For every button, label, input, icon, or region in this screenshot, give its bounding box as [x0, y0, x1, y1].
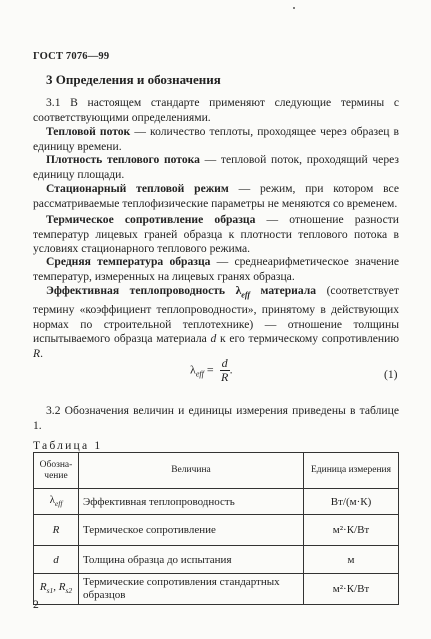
- cell-unit: м²·К/Вт: [304, 574, 399, 605]
- cell-quantity: Термические сопротивления стандартных образцов: [79, 574, 304, 605]
- symbol-R: R: [33, 346, 41, 360]
- formula-lambda: λ: [190, 362, 196, 377]
- formula-numerator: d: [221, 356, 228, 370]
- cell-quantity: Эффективная теплопроводность: [79, 489, 304, 515]
- definition-text: к его термическому сопротивлению: [216, 332, 399, 346]
- header-quantity: Величина: [79, 453, 304, 489]
- cell-quantity: Термическое сопротивление: [79, 515, 304, 546]
- definition-mean-temperature: [33, 255, 399, 284]
- symbol-subscript: s1: [46, 586, 54, 596]
- definition-text: (соответствует термину «коэффициент теплопроводности», принятому в действующих нормах по строительной теплотехнике) — отношение толщины испытываемого образца материала: [33, 284, 399, 346]
- cell-unit: м²·К/Вт: [304, 515, 399, 546]
- paragraph-text: 3.2 Обозначения величин и единицы измерения приведены в таблице 1.: [33, 404, 399, 432]
- formula-number: (1): [384, 368, 398, 381]
- cell-symbol: [34, 489, 79, 515]
- table-row: [34, 515, 399, 546]
- symbol-second: R: [58, 580, 66, 593]
- paragraph-text: 3.1 В настоящем стандарте применяют следующие термины с соответствующими определениями.: [33, 96, 399, 124]
- definition-term: Термическое сопротивление образца: [46, 213, 256, 226]
- section-title: 3 Определения и обозначения: [46, 72, 221, 87]
- definition-thermal-resistance: [33, 213, 399, 257]
- symbol-main: R: [39, 580, 47, 593]
- document-header: ГОСТ 7076—99: [33, 51, 110, 62]
- lambda-symbol: λ: [235, 284, 242, 297]
- symbol-separator: ,: [53, 580, 59, 593]
- cell-symbol: [34, 515, 79, 546]
- term-part: материала: [250, 284, 317, 297]
- cell-quantity: Толщина образца до испытания: [79, 546, 304, 574]
- definition-term: Тепловой поток: [46, 125, 131, 138]
- definition-heat-flow: [33, 125, 399, 154]
- definition-text: — отношение разности температур лицевых граней образца к плотности теплового потока в условиях стационарного теплового режима.: [33, 213, 400, 256]
- definition-text: .: [40, 346, 43, 360]
- symbol-main: R: [52, 524, 60, 536]
- definition-term: Стационарный тепловой режим: [46, 182, 229, 195]
- header-symbol: Обозна-чение: [34, 453, 79, 489]
- paragraph-table-reference: [33, 404, 399, 433]
- table-header-row: [34, 453, 399, 489]
- scan-speck: [293, 7, 295, 9]
- symbol-main: λ: [49, 494, 55, 507]
- formula-subscript: eff: [195, 369, 204, 379]
- formula-equals: =: [203, 362, 217, 377]
- definition-text: — тепловой поток, проходящий через единицу площади.: [33, 153, 399, 181]
- definition-effective-conductivity: [33, 284, 399, 361]
- cell-symbol: [34, 546, 79, 574]
- definition-term: Плотность теплового потока: [46, 153, 200, 166]
- page-number: 2: [33, 598, 39, 611]
- definition-text: — среднеарифметическое значение температур, измеренных на лицевых гранях образца.: [33, 255, 399, 283]
- formula-fraction: [220, 357, 230, 384]
- symbols-table: [33, 452, 399, 605]
- term-part: Эффективная теплопроводность: [46, 284, 236, 297]
- definition-text: — режим, при котором все рассматриваемые теплофизические параметры не меняются со временем.: [33, 182, 399, 210]
- lambda-subscript: eff: [241, 290, 251, 300]
- table-row: [34, 546, 399, 574]
- formula-1: [190, 357, 233, 384]
- symbol-d: d: [210, 332, 217, 346]
- definition-term: [46, 284, 317, 300]
- table-row: [34, 489, 399, 515]
- symbol-subscript: s2: [65, 586, 73, 596]
- table-row: [34, 574, 399, 605]
- definition-term: Средняя температура образца: [46, 255, 211, 268]
- definition-text: — количество теплоты, проходящее через образец в единицу времени.: [33, 125, 400, 153]
- symbol-subscript: eff: [54, 499, 63, 509]
- symbol-main: d: [53, 553, 59, 566]
- formula-denominator: R: [220, 370, 229, 384]
- cell-unit: Вт/(м·К): [304, 489, 399, 515]
- formula-trail: .: [229, 362, 233, 377]
- paragraph-intro: [33, 96, 399, 125]
- cell-unit: м: [304, 546, 399, 574]
- header-unit: Единица измерения: [304, 453, 399, 489]
- table-caption: Таблица 1: [33, 439, 103, 452]
- definition-steady-state: [33, 182, 399, 211]
- definition-heat-flux-density: [33, 153, 399, 182]
- cell-symbol: [34, 574, 79, 605]
